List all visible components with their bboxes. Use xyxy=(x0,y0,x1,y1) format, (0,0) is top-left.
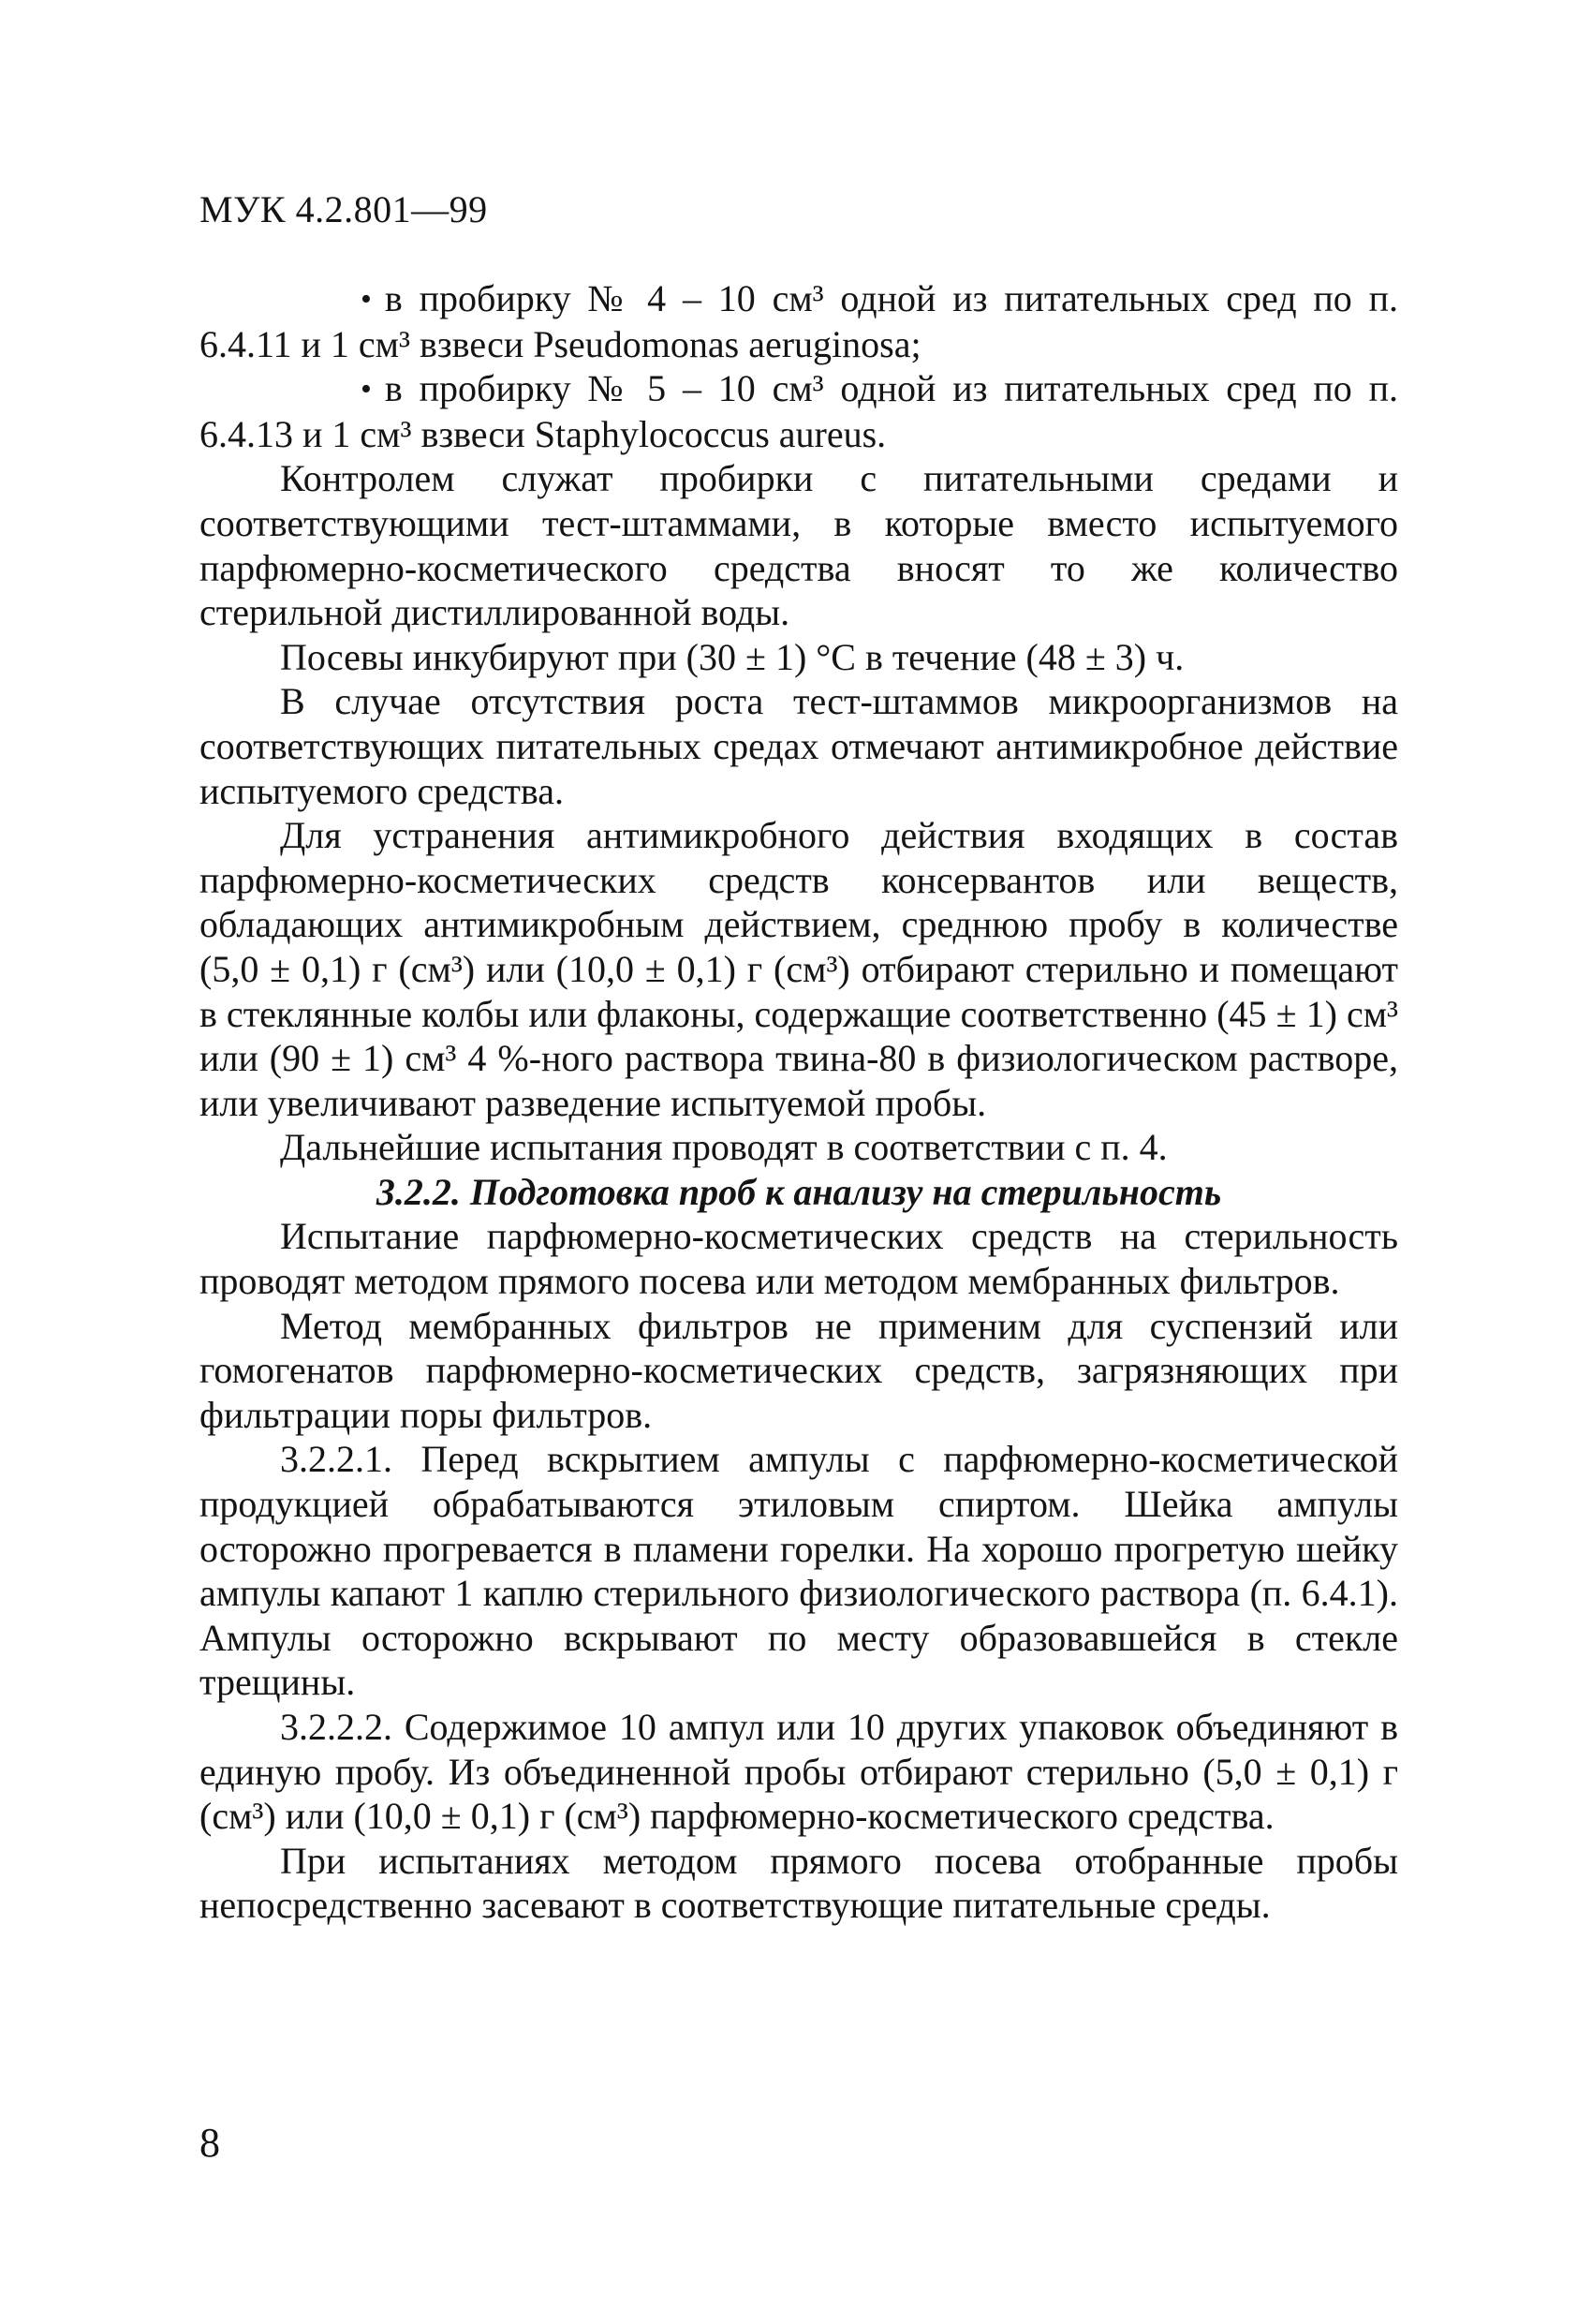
page-number: 8 xyxy=(199,2120,220,2166)
paragraph-3-2-2-2: 3.2.2.2. Содержимое 10 ампул или 10 других упаковок объединяют в единую пробу. Из объединенной пробы отбирают стерильно (5,0 ± 0,1) г (см³) или (10,0 ± 0,1) г (см³) парфюмерно-косметического средства. xyxy=(199,1706,1398,1838)
paragraph-no-growth: В случае отсутствия роста тест-штаммов микроорганизмов на соответствующих питательных средах отмечают антимикробное действие испытуемого средства. xyxy=(199,680,1398,812)
paragraph-sterility-methods: Испытание парфюмерно-косметических средств на стерильность проводят методом прямого посева или методом мембранных фильтров. xyxy=(199,1215,1398,1303)
bullet-icon: • xyxy=(361,282,372,317)
paragraph-incubation: Посевы инкубируют при (30 ± 1) °С в течение (48 ± 3) ч. xyxy=(280,635,1185,678)
document-code-header: МУК 4.2.801—99 xyxy=(199,188,488,230)
paragraph-membrane-filter: Метод мембранных фильтров не применим для суспензий или гомогенатов парфюмерно-косметических средств, загрязняющих при фильтрации поры фильтров. xyxy=(199,1304,1398,1436)
paragraph-3-2-2-1: 3.2.2.1. Перед вскрытием ампулы с парфюмерно-косметической продукцией обрабатываются этиловым спиртом. Шейка ампулы осторожно прогревается в пламени горелки. На хорошо прогретую шейку ампулы капают 1 каплю стерильного физиологического раствора (п. 6.4.1). Ампулы осторожно вскрывают по месту образовавшейся в стекле трещины. xyxy=(199,1438,1398,1704)
bullet-item xyxy=(199,366,1398,456)
paragraph-further-tests: Дальнейшие испытания проводят в соответствии с п. 4. xyxy=(280,1126,1168,1169)
page-body xyxy=(199,276,1398,1928)
bullet-icon: • xyxy=(361,372,372,407)
bullet-text: в пробирку № 5 – 10 см³ одной из питательных сред по п. 6.4.13 и 1 см³ взвеси Staphylococcus aureus. xyxy=(199,367,1398,455)
bullet-item xyxy=(199,276,1398,366)
paragraph-direct-inoculation: При испытаниях методом прямого посева отобранные пробы непосредственно засевают в соответствующие питательные среды. xyxy=(199,1839,1398,1927)
paragraph-control: Контролем служат пробирки с питательными средами и соответствующими тест-штаммами, в которые вместо испытуемого парфюмерно-косметического средства вносят то же количество стерильной дистиллированной воды. xyxy=(199,457,1398,634)
section-heading: 3.2.2. Подготовка проб к анализу на стерильность xyxy=(376,1170,1222,1213)
bullet-text: в пробирку № 4 – 10 см³ одной из питательных сред по п. 6.4.11 и 1 см³ взвеси Pseudomonas aeruginosa; xyxy=(199,277,1398,365)
paragraph-neutralization: Для устранения антимикробного действия входящих в состав парфюмерно-косметических средств консервантов или веществ, обладающих антимикробным действием, среднюю пробу в количестве (5,0 ± 0,1) г (см³) или (10,0 ± 0,1) г (см³) отбирают стерильно и помещают в стеклянные колбы или флаконы, содержащие соответственно (45 ± 1) см³ или (90 ± 1) см³ 4 %-ного раствора твина-80 в физиологическом растворе, или увеличивают разведение испытуемой пробы. xyxy=(199,814,1398,1124)
